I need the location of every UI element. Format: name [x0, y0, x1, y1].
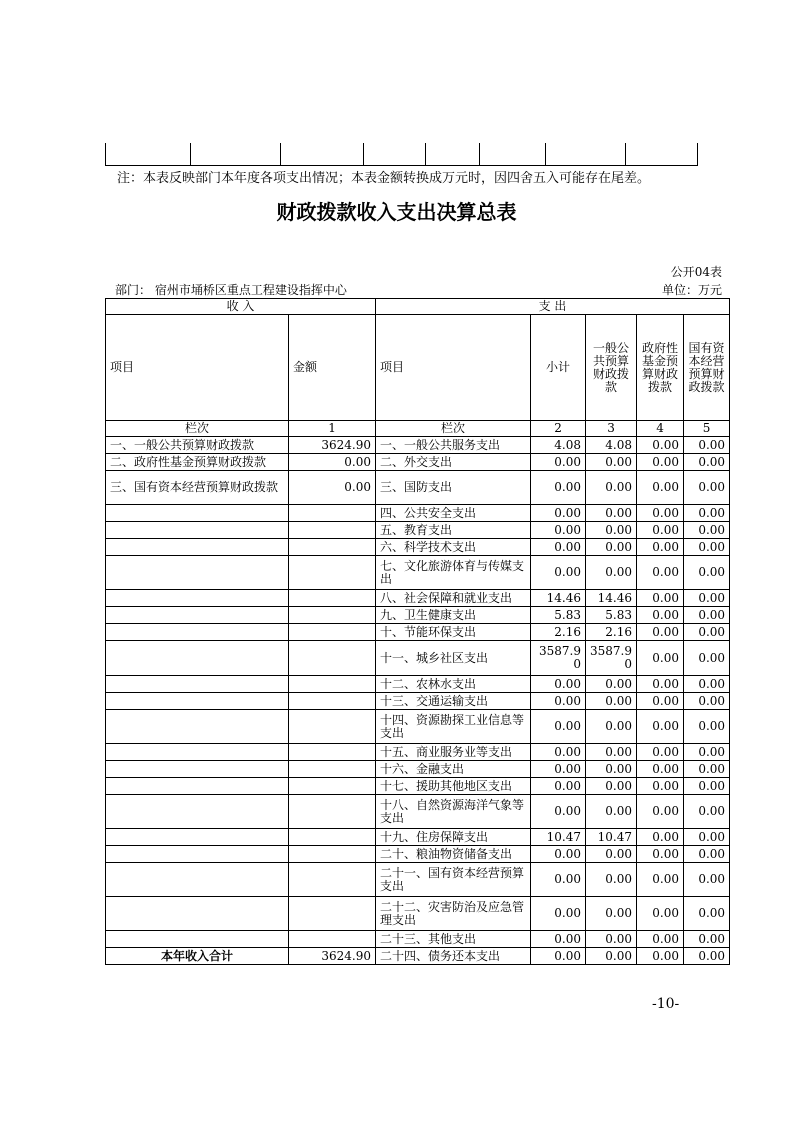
column-number-1: 1 — [289, 421, 376, 437]
subtotal-cell: 0.00 — [531, 556, 586, 590]
table-row — [106, 693, 730, 710]
budget-summary-table — [105, 298, 730, 965]
income-amount-cell — [289, 676, 376, 693]
income-item-cell — [106, 522, 289, 539]
previous-table-fragment — [105, 143, 698, 166]
table-row — [106, 778, 730, 795]
state-capital-cell: 0.00 — [684, 931, 730, 948]
gov-fund-cell: 0.00 — [637, 846, 684, 863]
income-amount-cell: 0.00 — [289, 454, 376, 471]
general-budget-cell: 0.00 — [586, 539, 637, 556]
gov-fund-cell: 0.00 — [637, 556, 684, 590]
income-amount-cell: 3624.90 — [289, 437, 376, 454]
expense-item-cell: 四、公共安全支出 — [376, 505, 531, 522]
table-row — [106, 471, 730, 505]
income-amount-cell — [289, 710, 376, 744]
gov-fund-cell: 0.00 — [637, 710, 684, 744]
income-amount-header: 金额 — [289, 315, 376, 421]
gov-fund-cell: 0.00 — [637, 437, 684, 454]
expense-item-cell: 二十、粮油物资储备支出 — [376, 846, 531, 863]
income-item-cell — [106, 641, 289, 676]
income-amount-cell — [289, 607, 376, 624]
general-budget-cell: 0.00 — [586, 897, 637, 931]
income-amount-cell — [289, 539, 376, 556]
subtotal-cell: 4.08 — [531, 437, 586, 454]
subtotal-cell: 0.00 — [531, 948, 586, 965]
expense-item-cell: 十五、商业服务业等支出 — [376, 744, 531, 761]
income-header: 收 入 — [106, 299, 376, 315]
expense-item-cell: 二十四、债务还本支出 — [376, 948, 531, 965]
income-amount-cell — [289, 863, 376, 897]
general-budget-cell: 0.00 — [586, 522, 637, 539]
subtotal-cell: 0.00 — [531, 795, 586, 829]
income-item-cell: 本年收入合计 — [106, 948, 289, 965]
state-capital-cell: 0.00 — [684, 522, 730, 539]
state-capital-cell: 0.00 — [684, 539, 730, 556]
table-row — [106, 624, 730, 641]
subtotal-cell: 0.00 — [531, 454, 586, 471]
income-amount-cell — [289, 897, 376, 931]
subtotal-cell: 0.00 — [531, 744, 586, 761]
subtotal-cell: 0.00 — [531, 778, 586, 795]
table-row — [106, 522, 730, 539]
subtotal-cell: 0.00 — [531, 693, 586, 710]
gov-fund-cell: 0.00 — [637, 948, 684, 965]
income-item-cell — [106, 505, 289, 522]
subtotal-cell: 0.00 — [531, 761, 586, 778]
gov-fund-cell: 0.00 — [637, 505, 684, 522]
subtotal-cell: 10.47 — [531, 829, 586, 846]
subtotal-header: 小计 — [531, 315, 586, 421]
table-row — [106, 829, 730, 846]
subtotal-cell: 0.00 — [531, 863, 586, 897]
expense-item-cell: 十七、援助其他地区支出 — [376, 778, 531, 795]
state-capital-cell: 0.00 — [684, 795, 730, 829]
subtotal-cell: 2.16 — [531, 624, 586, 641]
table-row — [106, 863, 730, 897]
income-item-cell: 一、一般公共预算财政拨款 — [106, 437, 289, 454]
general-budget-cell: 0.00 — [586, 778, 637, 795]
gov-fund-cell: 0.00 — [637, 863, 684, 897]
state-capital-cell: 0.00 — [684, 505, 730, 522]
income-amount-cell: 0.00 — [289, 471, 376, 505]
column-number-5: 5 — [684, 421, 730, 437]
income-item-header: 项目 — [106, 315, 289, 421]
subtotal-cell: 0.00 — [531, 505, 586, 522]
gov-fund-cell: 0.00 — [637, 693, 684, 710]
income-item-cell — [106, 846, 289, 863]
state-capital-cell: 0.00 — [684, 641, 730, 676]
gov-fund-cell: 0.00 — [637, 607, 684, 624]
income-item-cell — [106, 897, 289, 931]
income-amount-cell — [289, 846, 376, 863]
income-item-cell — [106, 863, 289, 897]
expense-item-cell: 五、教育支出 — [376, 522, 531, 539]
general-budget-cell: 0.00 — [586, 556, 637, 590]
column-label-income: 栏次 — [106, 421, 289, 437]
income-item-cell — [106, 693, 289, 710]
column-number-2: 2 — [531, 421, 586, 437]
gov-fund-cell: 0.00 — [637, 897, 684, 931]
income-item-cell — [106, 590, 289, 607]
general-budget-cell: 0.00 — [586, 454, 637, 471]
table-row — [106, 795, 730, 829]
state-capital-cell: 0.00 — [684, 778, 730, 795]
expense-item-cell: 二十三、其他支出 — [376, 931, 531, 948]
subtotal-cell: 0.00 — [531, 931, 586, 948]
table-row — [106, 539, 730, 556]
gov-fund-cell: 0.00 — [637, 931, 684, 948]
department-label: 部门： 宿州市埇桥区重点工程建设指挥中心 — [115, 283, 347, 297]
subtotal-cell: 0.00 — [531, 471, 586, 505]
gov-fund-cell: 0.00 — [637, 778, 684, 795]
subtotal-cell: 14.46 — [531, 590, 586, 607]
expense-header: 支 出 — [376, 299, 730, 315]
state-capital-cell: 0.00 — [684, 829, 730, 846]
expense-item-cell: 三、国防支出 — [376, 471, 531, 505]
gov-fund-cell: 0.00 — [637, 761, 684, 778]
general-budget-cell: 5.83 — [586, 607, 637, 624]
state-capital-cell: 0.00 — [684, 761, 730, 778]
general-budget-header: 一般公共预算财政拨款 — [586, 315, 637, 421]
expense-item-cell: 二十二、灾害防治及应急管理支出 — [376, 897, 531, 931]
general-budget-cell: 0.00 — [586, 846, 637, 863]
income-amount-cell — [289, 829, 376, 846]
expense-item-cell: 十九、住房保障支出 — [376, 829, 531, 846]
state-capital-cell: 0.00 — [684, 744, 730, 761]
state-capital-cell: 0.00 — [684, 846, 730, 863]
expense-item-cell: 八、社会保障和就业支出 — [376, 590, 531, 607]
general-budget-cell: 0.00 — [586, 744, 637, 761]
state-capital-cell: 0.00 — [684, 676, 730, 693]
expense-item-cell: 十八、自然资源海洋气象等支出 — [376, 795, 531, 829]
column-number-4: 4 — [637, 421, 684, 437]
gov-fund-cell: 0.00 — [637, 539, 684, 556]
income-item-cell — [106, 607, 289, 624]
expense-item-cell: 六、科学技术支出 — [376, 539, 531, 556]
general-budget-cell: 0.00 — [586, 471, 637, 505]
table-row — [106, 590, 730, 607]
general-budget-cell: 0.00 — [586, 863, 637, 897]
income-amount-cell — [289, 505, 376, 522]
expense-item-cell: 十六、金融支出 — [376, 761, 531, 778]
subtotal-cell: 3587.90 — [531, 641, 586, 676]
income-item-cell — [106, 761, 289, 778]
income-amount-cell — [289, 778, 376, 795]
expense-item-cell: 十一、城乡社区支出 — [376, 641, 531, 676]
gov-fund-cell: 0.00 — [637, 676, 684, 693]
state-capital-cell: 0.00 — [684, 471, 730, 505]
gov-fund-cell: 0.00 — [637, 454, 684, 471]
table-row — [106, 846, 730, 863]
table-row — [106, 744, 730, 761]
expense-item-cell: 七、文化旅游体育与传媒支出 — [376, 556, 531, 590]
gov-fund-cell: 0.00 — [637, 744, 684, 761]
expense-item-cell: 九、卫生健康支出 — [376, 607, 531, 624]
general-budget-cell: 0.00 — [586, 948, 637, 965]
expense-item-cell: 十、节能环保支出 — [376, 624, 531, 641]
income-item-cell — [106, 778, 289, 795]
general-budget-cell: 0.00 — [586, 676, 637, 693]
expense-item-cell: 十四、资源勘探工业信息等支出 — [376, 710, 531, 744]
table-row — [106, 437, 730, 454]
subtotal-cell: 0.00 — [531, 846, 586, 863]
expense-item-cell: 二、外交支出 — [376, 454, 531, 471]
unit-label: 单位：万元 — [661, 283, 722, 297]
income-item-cell — [106, 795, 289, 829]
general-budget-cell: 0.00 — [586, 761, 637, 778]
subtotal-cell: 0.00 — [531, 522, 586, 539]
table-row — [106, 761, 730, 778]
state-capital-cell: 0.00 — [684, 437, 730, 454]
general-budget-cell: 0.00 — [586, 505, 637, 522]
income-amount-cell — [289, 931, 376, 948]
table-row — [106, 505, 730, 522]
income-item-cell — [106, 539, 289, 556]
table-row — [106, 676, 730, 693]
table-row — [106, 641, 730, 676]
table-row — [106, 948, 730, 965]
subtotal-cell: 5.83 — [531, 607, 586, 624]
table-row — [106, 710, 730, 744]
table-row — [106, 897, 730, 931]
general-budget-cell: 0.00 — [586, 795, 637, 829]
income-amount-cell — [289, 761, 376, 778]
income-item-cell — [106, 744, 289, 761]
general-budget-cell: 4.08 — [586, 437, 637, 454]
gov-fund-cell: 0.00 — [637, 829, 684, 846]
table-row — [106, 556, 730, 590]
income-item-cell — [106, 829, 289, 846]
table-row — [106, 607, 730, 624]
income-amount-cell — [289, 522, 376, 539]
expense-item-cell: 十二、农林水支出 — [376, 676, 531, 693]
gov-fund-cell: 0.00 — [637, 471, 684, 505]
general-budget-cell: 2.16 — [586, 624, 637, 641]
page-title: 财政拨款收入支出决算总表 — [276, 200, 517, 224]
state-capital-cell: 0.00 — [684, 948, 730, 965]
state-capital-cell: 0.00 — [684, 624, 730, 641]
state-capital-cell: 0.00 — [684, 863, 730, 897]
income-amount-cell — [289, 693, 376, 710]
general-budget-cell: 0.00 — [586, 710, 637, 744]
income-item-cell: 二、政府性基金预算财政拨款 — [106, 454, 289, 471]
column-label-expense: 栏次 — [376, 421, 531, 437]
general-budget-cell: 3587.90 — [586, 641, 637, 676]
general-budget-cell: 14.46 — [586, 590, 637, 607]
state-capital-header: 国有资本经营预算财政拨款 — [684, 315, 730, 421]
income-amount-cell: 3624.90 — [289, 948, 376, 965]
income-item-cell: 三、国有资本经营预算财政拨款 — [106, 471, 289, 505]
general-budget-cell: 0.00 — [586, 931, 637, 948]
subtotal-cell: 0.00 — [531, 539, 586, 556]
gov-fund-cell: 0.00 — [637, 795, 684, 829]
expense-item-cell: 十三、交通运输支出 — [376, 693, 531, 710]
expense-item-cell: 二十一、国有资本经营预算支出 — [376, 863, 531, 897]
income-amount-cell — [289, 556, 376, 590]
income-item-cell — [106, 931, 289, 948]
income-item-cell — [106, 556, 289, 590]
subtotal-cell: 0.00 — [531, 676, 586, 693]
page-number: -10- — [652, 996, 680, 1012]
subtotal-cell: 0.00 — [531, 710, 586, 744]
state-capital-cell: 0.00 — [684, 710, 730, 744]
state-capital-cell: 0.00 — [684, 556, 730, 590]
subtotal-cell: 0.00 — [531, 897, 586, 931]
table-row — [106, 454, 730, 471]
income-item-cell — [106, 676, 289, 693]
gov-fund-cell: 0.00 — [637, 522, 684, 539]
income-amount-cell — [289, 744, 376, 761]
state-capital-cell: 0.00 — [684, 590, 730, 607]
gov-fund-cell: 0.00 — [637, 590, 684, 607]
income-item-cell — [106, 624, 289, 641]
gov-fund-cell: 0.00 — [637, 624, 684, 641]
form-number: 公开04表 — [670, 265, 722, 279]
gov-fund-cell: 0.00 — [637, 641, 684, 676]
income-amount-cell — [289, 624, 376, 641]
state-capital-cell: 0.00 — [684, 693, 730, 710]
general-budget-cell: 0.00 — [586, 693, 637, 710]
state-capital-cell: 0.00 — [684, 897, 730, 931]
table-note: 注：本表反映部门本年度各项支出情况；本表金额转换成万元时，因四舍五入可能存在尾差。 — [117, 171, 651, 186]
expense-item-header: 项目 — [376, 315, 531, 421]
income-amount-cell — [289, 641, 376, 676]
state-capital-cell: 0.00 — [684, 607, 730, 624]
column-number-3: 3 — [586, 421, 637, 437]
income-amount-cell — [289, 795, 376, 829]
state-capital-cell: 0.00 — [684, 454, 730, 471]
table-row — [106, 931, 730, 948]
gov-fund-header: 政府性基金预算财政拨款 — [637, 315, 684, 421]
income-item-cell — [106, 710, 289, 744]
income-amount-cell — [289, 590, 376, 607]
expense-item-cell: 一、一般公共服务支出 — [376, 437, 531, 454]
general-budget-cell: 10.47 — [586, 829, 637, 846]
